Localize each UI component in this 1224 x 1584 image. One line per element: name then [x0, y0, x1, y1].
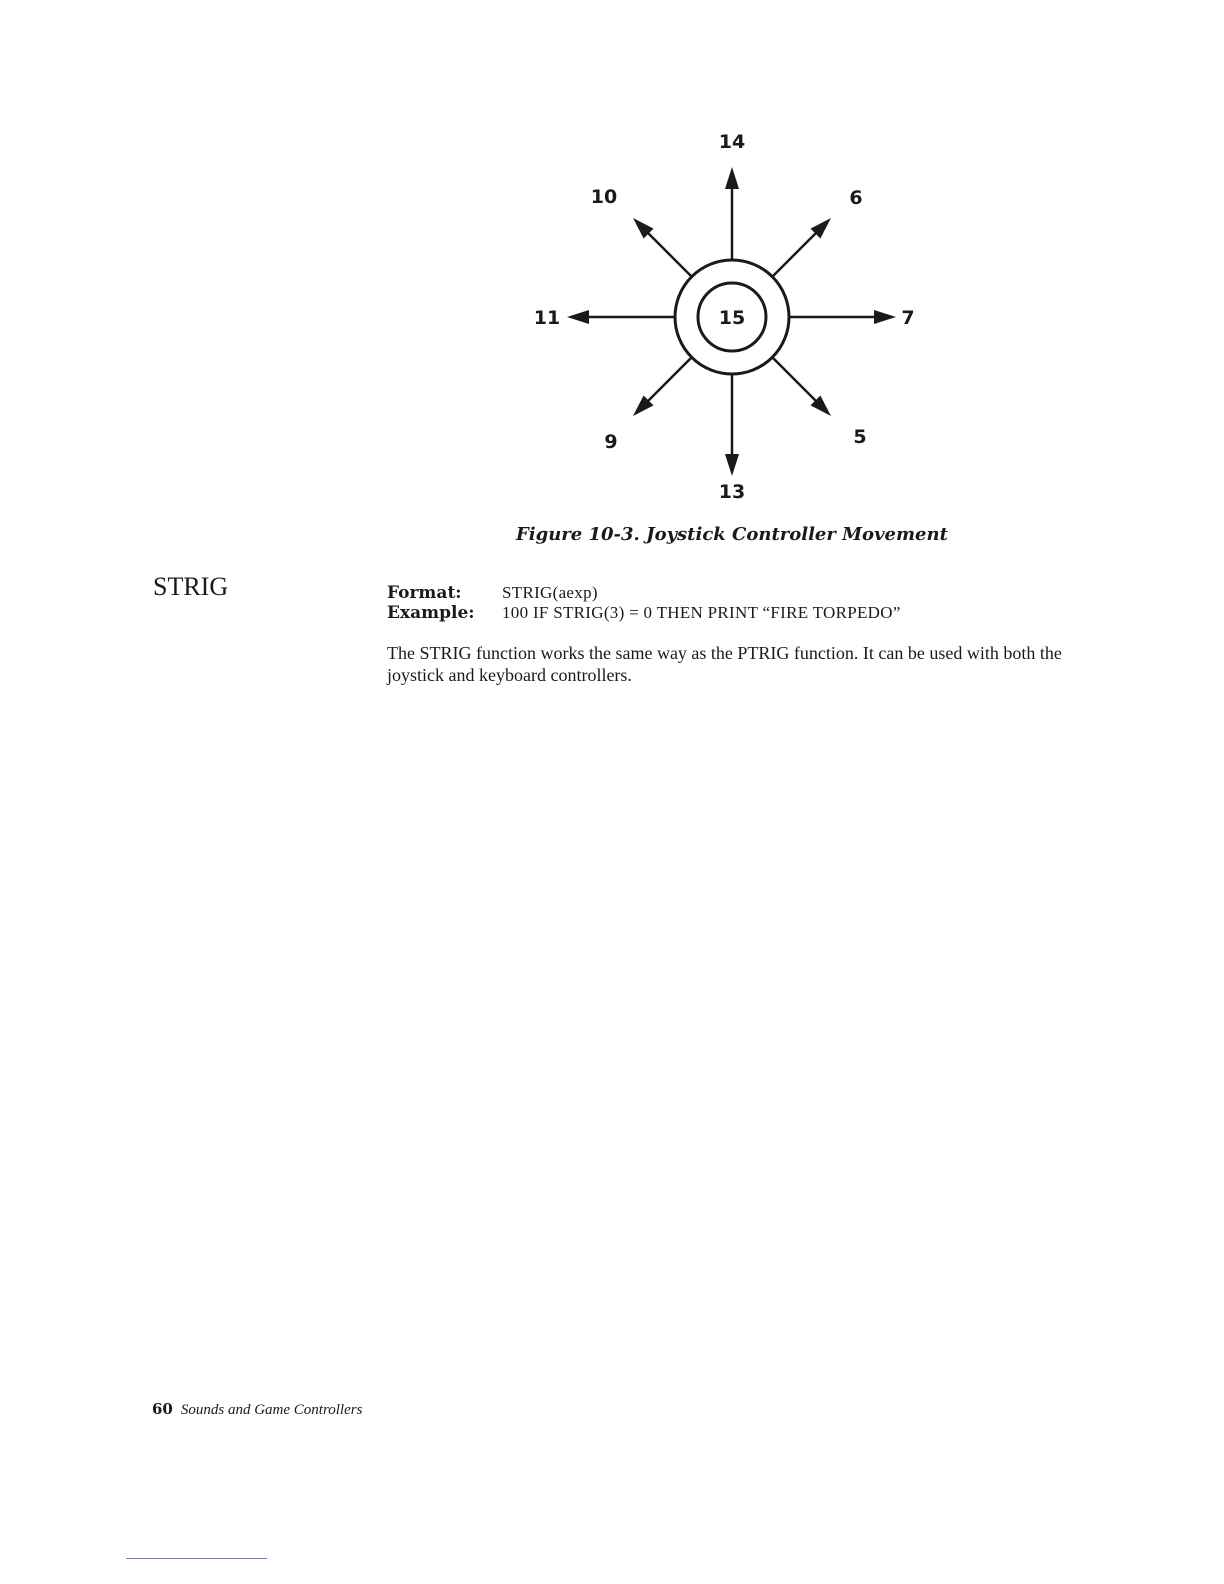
body-paragraph: The STRIG function works the same way as the PTRIG function. It can be used with both the joystick and keyboard controllers. [387, 643, 1062, 685]
page-footer [152, 1400, 362, 1419]
arrow-shaft-down-right [773, 358, 817, 402]
section-heading: STRIG [153, 572, 229, 601]
direction-label-up-left: 10 [590, 186, 618, 208]
direction-label-up: 14 [718, 131, 746, 153]
arrow-shaft-down-left [647, 358, 691, 402]
arrow-head-up [725, 167, 739, 189]
bottom-rule [126, 1558, 267, 1559]
chapter-title: Sounds and Game Controllers [180, 1402, 363, 1418]
direction-label-up-right: 6 [849, 187, 863, 209]
direction-label-down-left: 9 [604, 431, 618, 453]
joystick-movement-figure [520, 120, 940, 510]
page-number: 60 [152, 1400, 173, 1418]
format-row [387, 583, 598, 603]
format-label: Format: [387, 583, 462, 603]
direction-label-right: 7 [901, 307, 915, 329]
example-row [387, 603, 901, 623]
direction-label-down: 13 [718, 481, 746, 503]
format-value: STRIG(aexp) [502, 583, 598, 602]
direction-label-left: 11 [533, 307, 561, 329]
arrow-shaft-up-right [773, 232, 817, 276]
example-value: 100 IF STRIG(3) = 0 THEN PRINT “FIRE TORPEDO” [502, 603, 901, 622]
arrow-shaft-up-left [647, 232, 691, 276]
arrow-head-left [567, 310, 589, 324]
arrow-head-down [725, 454, 739, 476]
figure-caption: Figure 10-3. Joystick Controller Movement [516, 524, 948, 545]
arrow-head-right [874, 310, 896, 324]
direction-label-down-right: 5 [853, 426, 867, 448]
example-label: Example: [387, 603, 475, 623]
center-label: 15 [718, 307, 746, 329]
